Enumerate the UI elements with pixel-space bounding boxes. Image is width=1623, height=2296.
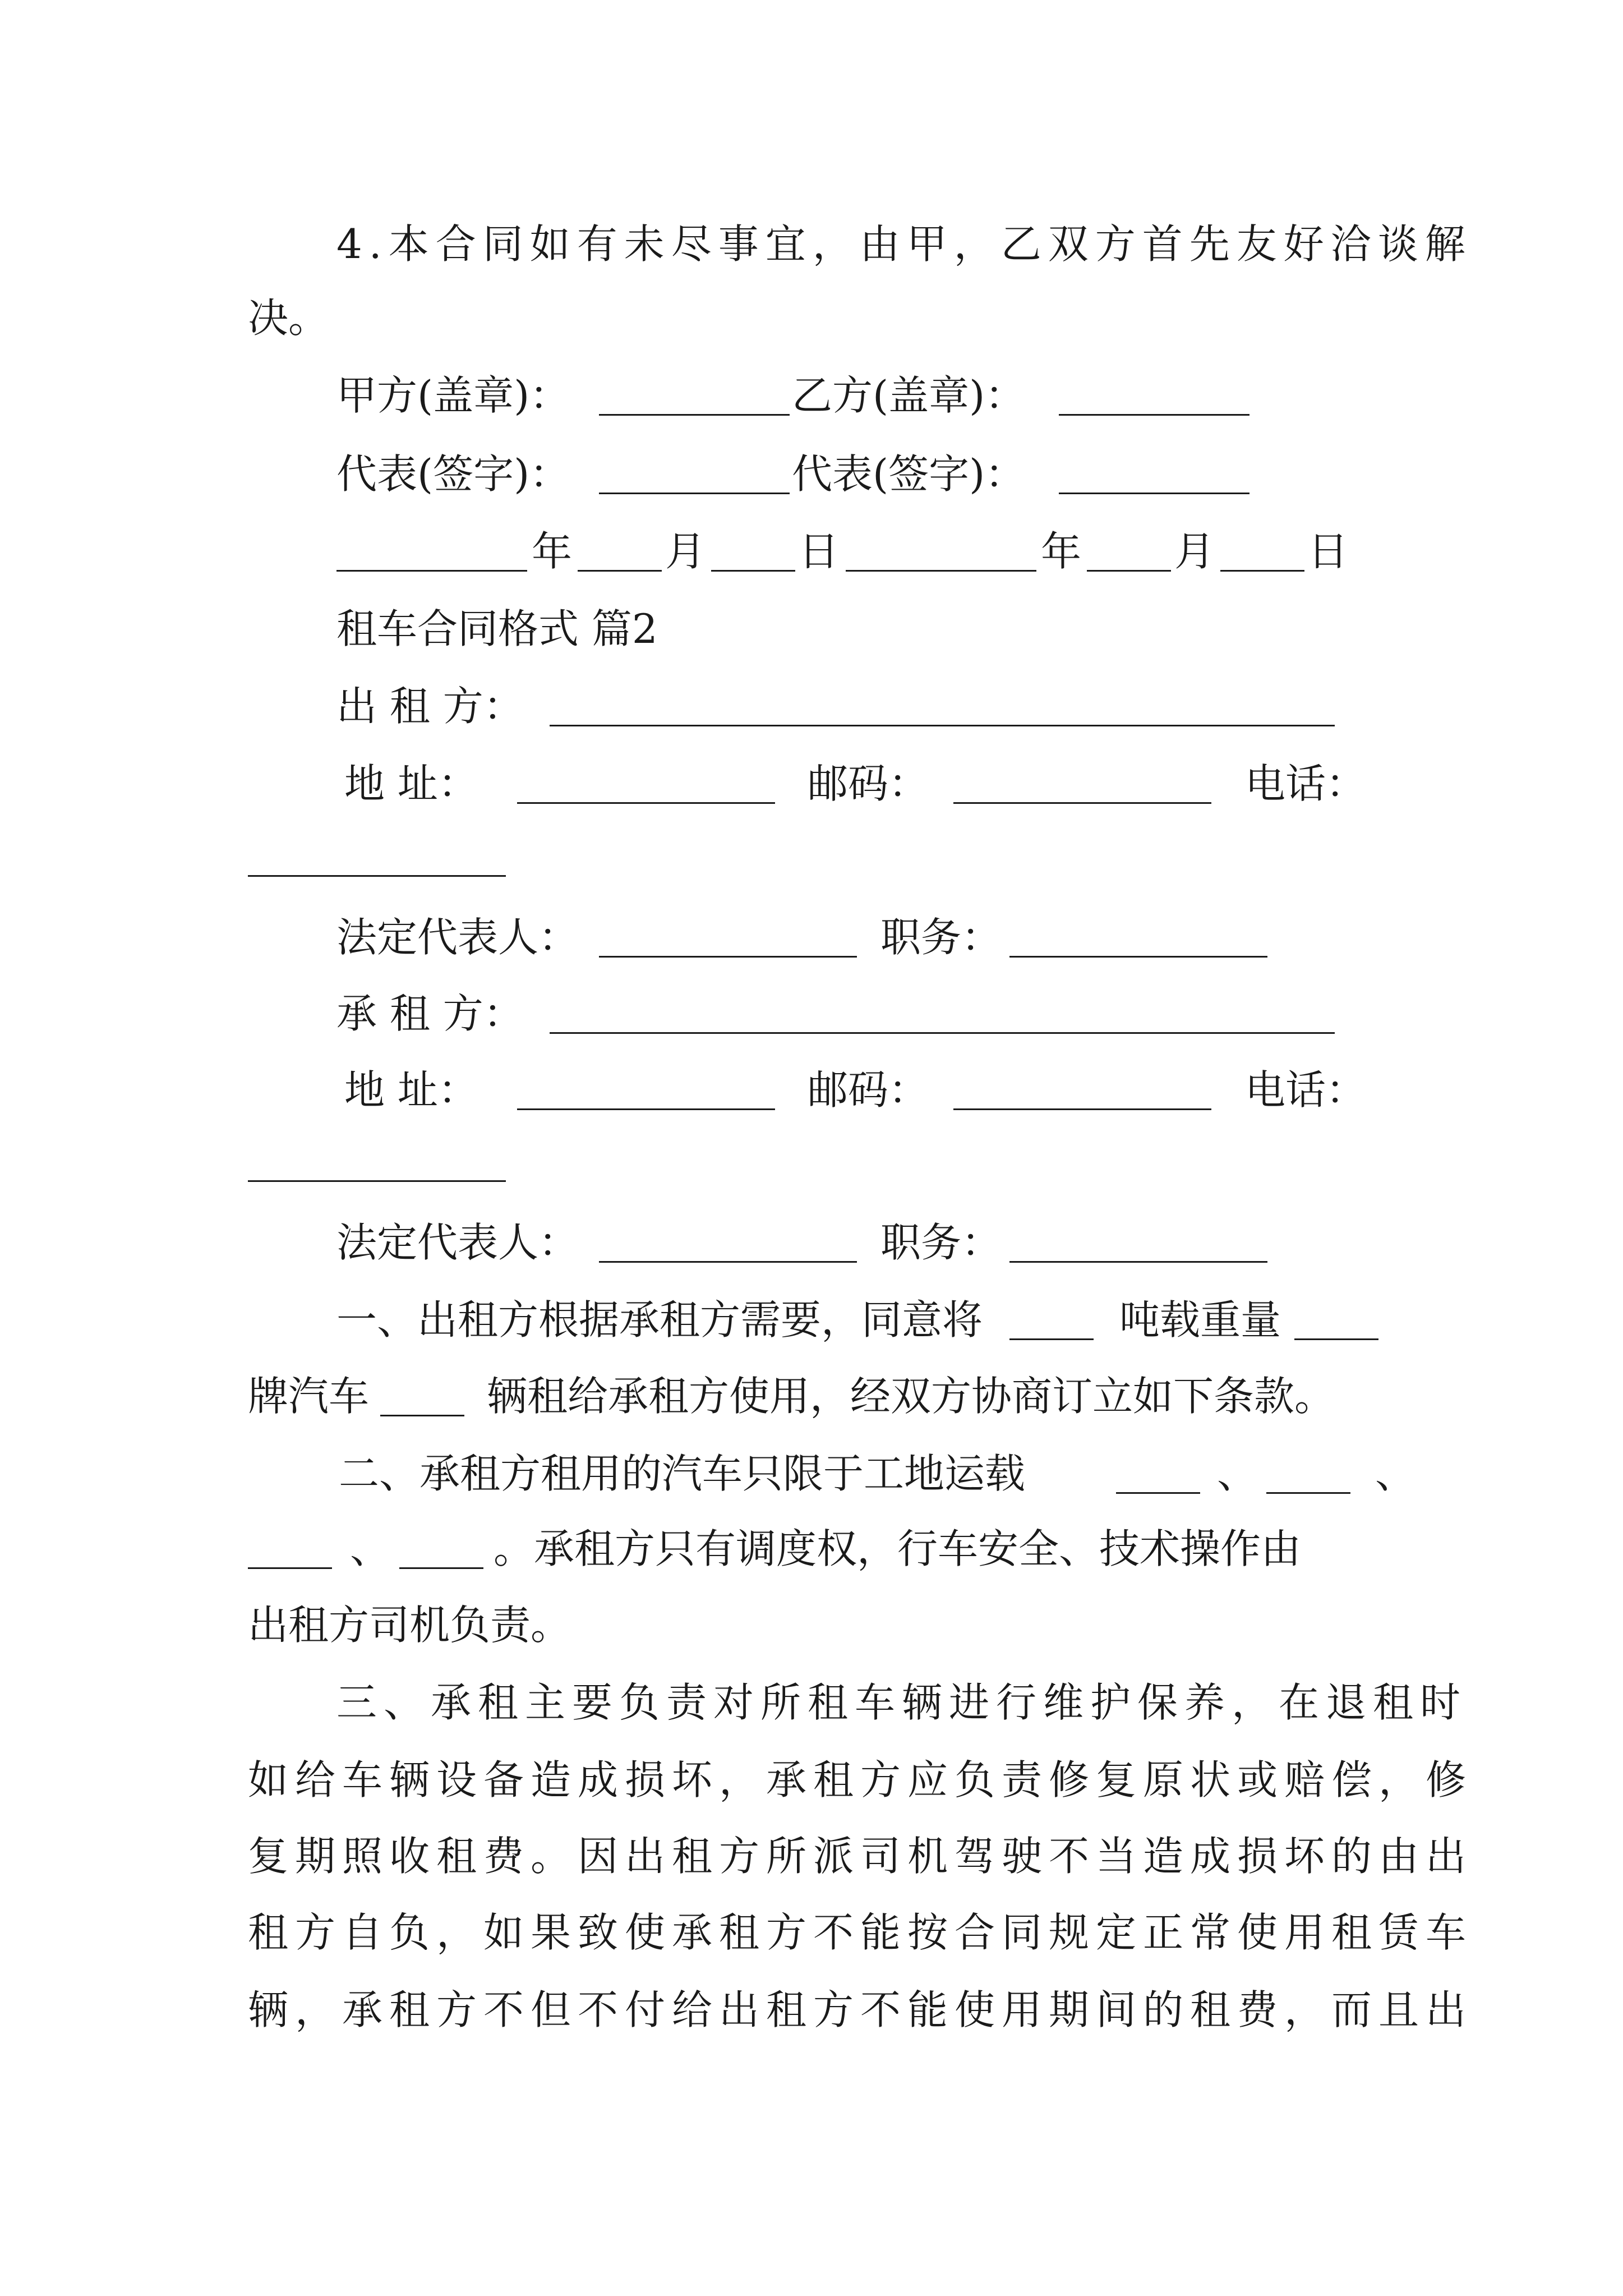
party-b-seal-blank [1059,414,1249,416]
lessor-legal-rep-label: 法定代表人： [336,914,579,961]
party-a-year-blank [336,570,527,572]
lessee-legal-rep-label: 法定代表人： [336,1219,579,1266]
clause2-line1 [0,1443,1623,1504]
lessor-label: 出 租 方： [336,683,524,730]
lessor-row [0,675,1623,737]
lessor-postcode-blank [953,802,1211,804]
lessor-postcode-label: 邮码： [808,760,929,807]
lessee-address-label: 地 址： [344,1066,478,1114]
clause2-text-a: 二、承租方租用的汽车只限于工地运载 [339,1450,1026,1497]
lessee-position-label: 职务： [880,1219,1002,1266]
clause4-text: 4.本合同如有未尽事宜，由甲，乙双方首先友好洽谈解 [336,220,1472,268]
clause2-sep-3: 、 [350,1525,391,1572]
clause2-text-line3: 出租方司机负责。 [248,1602,571,1649]
clause3-text-4: 租方自负，如果致使承租方不能按合同规定正常使用租赁车 [248,1909,1473,1956]
party-a-rep-label: 代表(签字)： [336,450,570,498]
clause1-line2 [0,1365,1623,1427]
lessor-address-label: 地 址： [344,760,478,807]
clause1-text-a: 一、出租方根据承租方需要，同意将 [336,1296,983,1343]
lessee-position-blank [1009,1261,1267,1263]
clause3-text-5: 辆，承租方不但不付给出租方不能使用期间的租费，而且出 [248,1986,1473,2033]
lessee-contact-row [0,1059,1623,1121]
rep-row [0,443,1623,505]
clause3-line2 [0,1749,1623,1811]
clause1-text-b: 吨载重量 [1119,1296,1281,1343]
lessee-postcode-label: 邮码： [808,1066,929,1114]
lessee-postcode-blank [953,1108,1211,1110]
clause1-text-c: 牌汽车 [248,1373,370,1420]
clause3-text-3: 复期照收租费。因出租方所派司机驾驶不当造成损坏的由出 [248,1833,1473,1880]
clause2-line2 [0,1518,1623,1580]
clause3-text-2: 如给车辆设备造成损坏，承租方应负责修复原状或赔偿，修 [248,1756,1473,1803]
clause2-sep-2: 、 [1375,1450,1416,1497]
clause3-line1 [0,1672,1623,1733]
party-b-day-blank [1220,570,1304,572]
lessor-address-blank [517,802,775,804]
clause4-line2 [0,287,1623,349]
clause2-site3-blank [248,1567,332,1569]
party-a-day-blank [711,570,795,572]
lessee-row [0,983,1623,1045]
party-a-year-label: 年 [532,528,573,575]
clause4-text-cont: 决。 [248,295,329,342]
lessor-legal-rep-blank [599,956,857,958]
lessee-label: 承 租 方： [336,990,524,1037]
clause1-text-d: 辆租给承租方使用，经双方协商订立如下条款。 [487,1373,1335,1420]
lessee-phone-label: 电话： [1245,1066,1367,1114]
clause2-sep-1: 、 [1217,1450,1258,1497]
party-b-day-label: 日 [1308,528,1349,575]
lessee-legal-rep-blank [599,1261,857,1263]
lessee-rep-row [0,1212,1623,1273]
lessor-position-label: 职务： [880,914,1002,961]
clause3-line4 [0,1902,1623,1963]
party-b-rep-label: 代表(签字)： [792,450,1026,498]
clause2-site1-blank [1116,1492,1200,1494]
party-a-seal-label: 甲方(盖章)： [336,372,570,419]
party-a-rep-blank [599,493,790,494]
party-b-year-label: 年 [1041,528,1082,575]
party-a-seal-blank [599,414,790,416]
clause1-tonnage-blank [1294,1338,1378,1340]
section-title: 租车合同格式 篇2 [336,605,658,652]
clause2-site4-blank [399,1567,483,1569]
clause2-site2-blank [1266,1492,1350,1494]
clause3-line3 [0,1825,1623,1887]
party-b-month-blank [1087,570,1171,572]
party-a-day-label: 日 [799,528,840,575]
lessor-name-blank [550,725,1335,726]
party-a-month-blank [578,570,662,572]
party-b-month-label: 月 [1174,528,1215,575]
clause3-text-1: 三、承租主要负责对所租车辆进行维护保养，在退租时 [336,1679,1468,1726]
lessor-rep-row [0,907,1623,968]
section-title-row [0,598,1623,660]
clause3-line5 [0,1979,1623,2041]
party-a-month-label: 月 [665,528,706,575]
party-b-seal-label: 乙方(盖章)： [792,372,1026,419]
date-row [0,521,1623,582]
lessee-phone-blank [248,1180,506,1182]
lessee-name-blank [550,1032,1335,1034]
clause1-brand-blank [380,1415,464,1416]
lessor-phone-label: 电话： [1245,760,1367,807]
clause1-qty-blank [1009,1338,1094,1340]
party-b-year-blank [846,570,1036,572]
clause2-line3 [0,1594,1623,1656]
lessor-phone-blank [248,875,506,877]
seal-row [0,365,1623,426]
lessor-position-blank [1009,956,1267,958]
clause2-text-end: 。承租方只有调度权，行车安全、技术操作由 [494,1525,1302,1572]
clause1-line1 [0,1289,1623,1351]
party-b-rep-blank [1059,493,1249,494]
lessor-contact-row [0,753,1623,815]
clause4-line1 [0,213,1623,275]
lessee-address-blank [517,1108,775,1110]
